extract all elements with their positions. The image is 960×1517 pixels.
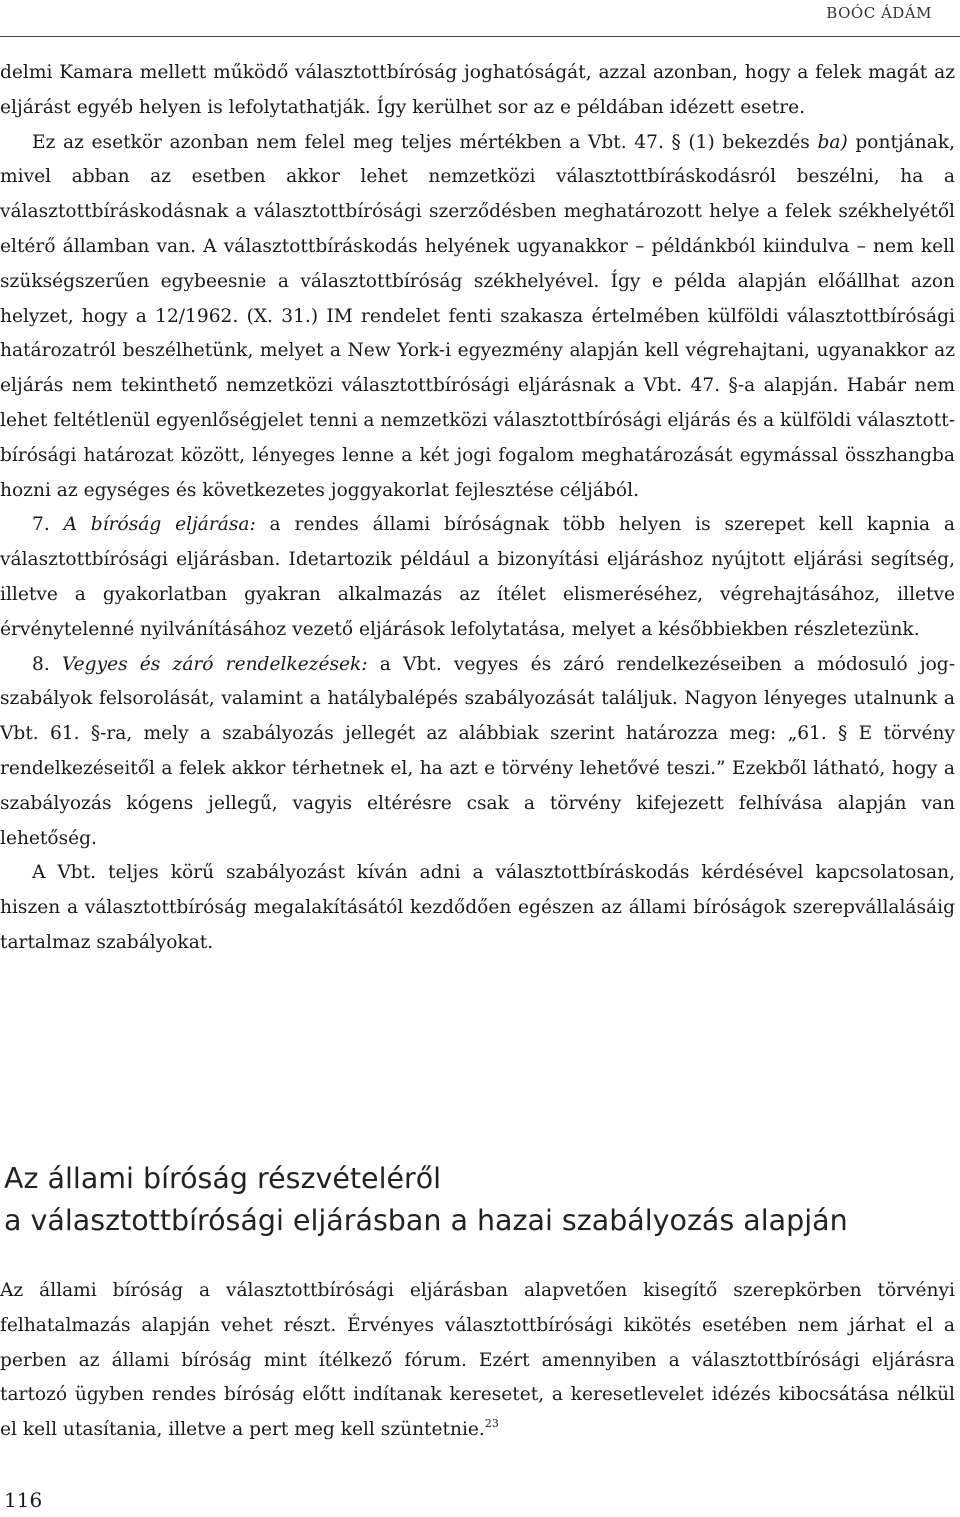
- paragraph-7: [0, 508, 955, 647]
- footnote-reference[interactable]: 23: [484, 1417, 499, 1431]
- running-head: BOÓC ÁDÁM: [826, 4, 932, 22]
- body-text: [0, 56, 955, 961]
- paragraph-8: [0, 648, 955, 857]
- section-text: [0, 1274, 955, 1448]
- paragraph-2: [0, 126, 955, 509]
- header-rule: [0, 36, 960, 37]
- section-heading-line-2: a választottbírósági eljárásban a hazai szabályozás alapján: [4, 1204, 848, 1237]
- paragraph-1: delmi Kamara mellett működő választottbíróság joghatóságát, azzal azonban, hogy a felek magát az eljárást egyéb helyen is lefolytathatják. Így kerülhet sor az e példában idézett esetre.: [0, 62, 955, 118]
- section-heading: [4, 1158, 954, 1242]
- item-text-7: a rendes állami bíróságnak több helyen is szerepet kell kapnia a választottbírósági eljárásban. Idetartozik például a bizonyítási eljáráshoz nyújtott eljárási segítség, illetve a gyakorlatban gyakran alkalmazás az ítélet elismeréséhez, végrehajtásához, illetve érvénytelenné nyilvánításához vezető eljárások lefolytatása, melyet a későbbiekben részletezünk.: [0, 514, 955, 640]
- paragraph-2-start: Ez az esetkör azonban nem felel meg teljes mértékben a Vbt. 47. § (1) bekezdés: [32, 131, 818, 153]
- paragraph-2-rest: pontjának, mivel abban az esetben akkor lehet nemzetközi választottbíráskodásról beszélni, ha a választottbíráskodásnak a választottbírósági szerződésben meghatározott helye a felek székhelyétől eltérő államban van. A választottbíráskodás helyének ugyanakkor – példánkból kiindulva – nem kell szükségszerűen egybeesnie a választottbíróság székhelyével. Így e példa alapján előállhat azon helyzet, hogy a 12/1962. (X. 31.) IM rendelet fenti szakasza értelmében külföldi választottbírósági határozatról beszélhetünk, melyet a New York-i egyezmény alapján kell végrehajtani, ugyanakkor az eljárás nem tekinthető nemzetközi választottbírósági eljárásnak a Vbt. 47. §-a alapján. Habár nem lehet feltétlenül egyenlőségjelet tenni a nemzetközi választottbírósági eljárás és a külföldi választottbírósági határozat között, lényeges lenne a két jogi fogalom meghatározását egymással összhangba hozni az egységes és következetes joggyakorlat fejlesztése céljából.: [0, 131, 956, 501]
- point-reference: ba): [817, 131, 848, 153]
- item-title-8: Vegyes és záró rendelkezések:: [61, 653, 368, 675]
- section-paragraph: [0, 1274, 955, 1448]
- page-number: 116: [4, 1488, 43, 1512]
- item-title-7: A bíróság eljárása:: [63, 514, 256, 536]
- section-heading-line-1: Az állami bíróság részvételéről: [4, 1162, 442, 1195]
- paragraph-final: A Vbt. teljes körű szabályozást kíván adni a választottbíráskodás kérdésével kapcsolatosan, hiszen a választottbíróság megalakításától kezdődően egészen az állami bíróságok szerepvállalásáig tartalmaz szabályokat.: [0, 862, 955, 953]
- item-number-7: 7.: [32, 514, 64, 536]
- item-text-8: a Vbt. vegyes és záró rendelkezéseiben a módosuló jogszabályok felsorolását, valamint a hatálybalépés szabályozását találjuk. Nagyon lényeges utalnunk a Vbt. 61. §-ra, mely a szabályozás jellegét az alábbiak szerint határozza meg: „61. § E törvény rendelkezéseitől a felek akkor térhetnek el, ha azt e törvény lehetővé teszi.” Ezekből látható, hogy a szabályozás kógens jellegű, vagyis eltérésre csak a törvény kifejezett felhívása alapján van lehetőség.: [0, 653, 956, 849]
- item-number-8: 8.: [32, 653, 62, 675]
- section-paragraph-text: Az állami bíróság a választottbírósági eljárásban alapvetően kisegítő szerepkörben törvényi felhatalmazás alapján vehet részt. Érvényes választottbírósági kikötés esetében nem járhat el a perben az állami bíróság mint ítélkező fórum. Ezért amennyiben a választottbírósági eljárásra tartozó ügyben rendes bíróság előtt indítanak keresetet, a keresetlevelet idézés kibocsátása nélkül el kell utasítania, illetve a pert meg kell szüntetnie.: [0, 1280, 955, 1441]
